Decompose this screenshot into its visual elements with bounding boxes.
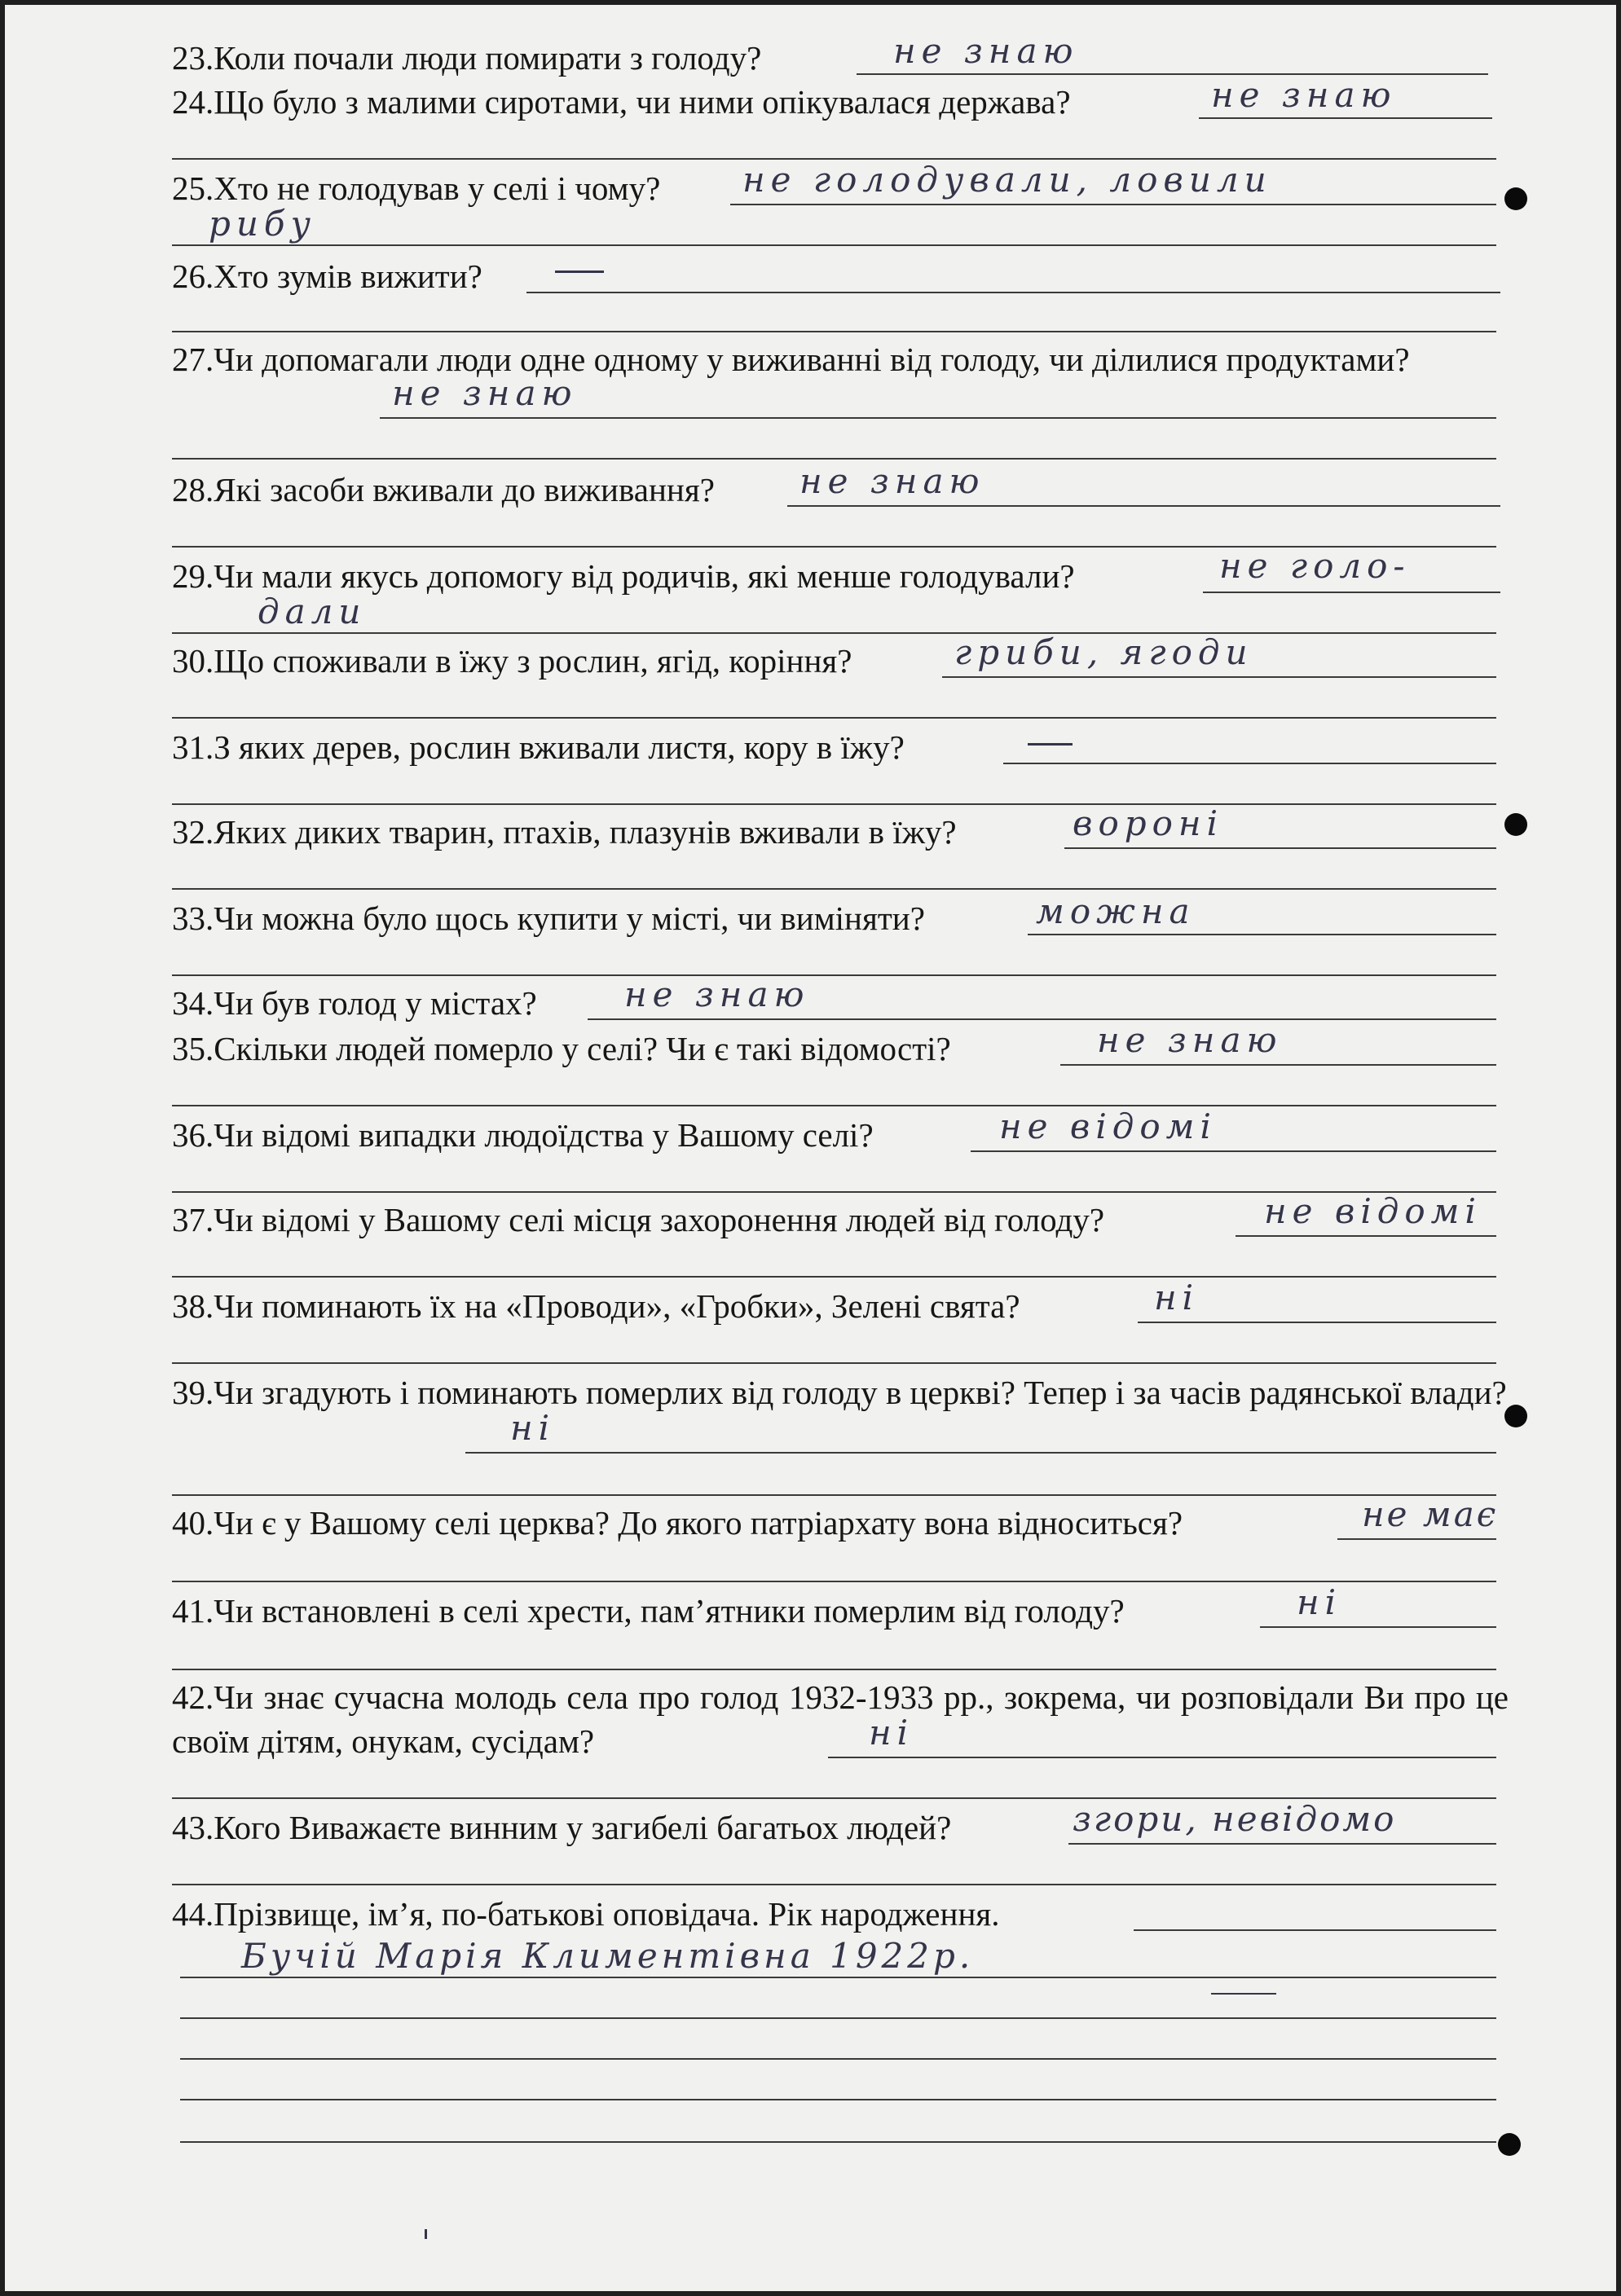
question-36: 36.Чи відомі випадки людоїдства у Вашому селі?	[172, 1116, 874, 1154]
answer-line-26	[526, 292, 1500, 293]
answer-line-29	[1203, 592, 1500, 593]
question-34: 34.Чи був голод у містах?	[172, 984, 537, 1022]
question-33: 33.Чи можна було щось купити у місті, чи виміняти?	[172, 899, 925, 937]
answer-line-31b	[172, 803, 1496, 805]
answer-line-32	[1064, 847, 1496, 849]
answer-28: не знаю	[799, 461, 985, 501]
question-26: 26.Хто зумів вижити?	[172, 257, 482, 295]
answer-line-27b	[172, 458, 1496, 460]
answer-38: ні	[1154, 1278, 1200, 1317]
answer-line-39	[465, 1452, 1496, 1454]
answer-line-41b	[172, 1669, 1496, 1670]
answer-line-34	[588, 1018, 1496, 1020]
answer-line-33b	[172, 974, 1496, 976]
answer-dash-26	[555, 271, 604, 273]
answer-line-37	[1236, 1235, 1496, 1237]
punch-hole-2	[1504, 813, 1527, 836]
answer-30: гриби, ягоди	[954, 632, 1253, 672]
question-42: 42.Чи знає сучасна молодь села про голод 1932-1933 рр., зокрема, чи розповідали Ви про це своїм дітям, онукам, сусідам?	[172, 1678, 1509, 1760]
answer-line-43b	[172, 1884, 1496, 1885]
answer-line-44	[1134, 1929, 1496, 1931]
answer-27: не знаю	[392, 373, 578, 413]
answer-29b: дали	[258, 592, 367, 631]
answer-line-41	[1260, 1626, 1496, 1628]
question-28: 28.Які засоби вживали до виживання?	[172, 471, 715, 508]
answer-line-24	[1199, 117, 1492, 119]
question-44: 44.Прізвище, ім’я, по-батькові оповідача. Рік народження.	[172, 1895, 1000, 1933]
answer-line-35	[1060, 1064, 1496, 1066]
answer-line-30	[942, 676, 1496, 678]
answer-line-33	[1028, 934, 1496, 935]
answer-24: не знаю	[1211, 75, 1397, 115]
answer-29a: не голо-	[1219, 546, 1411, 586]
answer-line-31	[1003, 763, 1496, 764]
question-32: 32.Яких диких тварин, птахів, плазунів вживали в їжу?	[172, 813, 957, 851]
questionnaire-page	[5, 5, 1616, 2291]
answer-line-44a	[180, 1977, 1496, 1978]
answer-line-25	[730, 204, 1496, 205]
answer-line-28	[787, 505, 1500, 507]
answer-39: ні	[510, 1408, 556, 1448]
answer-36: не відомі	[999, 1106, 1217, 1146]
question-29: 29.Чи мали якусь допомогу від родичів, які менше голодували?	[172, 557, 1075, 595]
answer-line-30b	[172, 717, 1496, 719]
answer-line-25b	[172, 244, 1496, 246]
question-30: 30.Що споживали в їжу з рослин, ягід, коріння?	[172, 642, 852, 680]
punch-hole-3	[1504, 1405, 1527, 1427]
answer-line-44e	[180, 2141, 1496, 2143]
answer-37: не відомі	[1264, 1191, 1482, 1231]
question-43: 43.Кого Виважаєте винним у загибелі багатьох людей?	[172, 1809, 952, 1846]
stray-mark	[425, 2229, 427, 2239]
answer-line-44b	[180, 2017, 1496, 2019]
answer-25b: рибу	[209, 204, 316, 244]
answer-25a: не голодували, ловили	[742, 160, 1272, 200]
punch-hole-1	[1504, 187, 1527, 210]
answer-line-40	[1337, 1538, 1496, 1540]
question-27: 27.Чи допомагали люди одне одному у виживанні від голоду, чи ділилися продуктами?	[172, 341, 1410, 378]
question-25: 25.Хто не голодував у селі і чому?	[172, 169, 661, 207]
pen-mark	[1211, 1993, 1276, 1995]
question-35: 35.Скільки людей померло у селі? Чи є такі відомості?	[172, 1030, 951, 1067]
answer-42: ні	[869, 1713, 914, 1753]
answer-44: Бучій Марія Климентівна 1922р.	[241, 1936, 975, 1976]
answer-line-44c	[180, 2058, 1496, 2060]
answer-41: ні	[1297, 1582, 1342, 1622]
answer-33: можна	[1036, 891, 1196, 931]
answer-line-35b	[172, 1105, 1496, 1106]
question-41: 41.Чи встановлені в селі хрести, пам’ятники померлим від голоду?	[172, 1592, 1125, 1630]
answer-35: не знаю	[1097, 1020, 1283, 1060]
question-38: 38.Чи поминають їх на «Проводи», «Гробки», Зелені свята?	[172, 1287, 1020, 1325]
question-23: 23.Коли почали люди помирати з голоду?	[172, 39, 762, 77]
answer-line-38	[1138, 1322, 1496, 1323]
question-31: 31.З яких дерев, рослин вживали листя, кору в їжу?	[172, 728, 905, 766]
answer-line-39b	[172, 1494, 1496, 1496]
answer-34: не знаю	[624, 974, 810, 1014]
answer-40: не має	[1362, 1494, 1499, 1534]
answer-line-42	[828, 1757, 1496, 1758]
question-39: 39.Чи згадують і поминають померлих від голоду в церкві? Тепер і за часів радянської влади?	[172, 1374, 1507, 1411]
answer-32: вороні	[1073, 803, 1224, 843]
answer-line-37b	[172, 1276, 1496, 1278]
answer-line-43	[1068, 1843, 1496, 1845]
answer-43: згори, невідомо	[1073, 1799, 1397, 1839]
answer-line-32b	[172, 888, 1496, 890]
question-24: 24.Що було з малими сиротами, чи ними опікувалася держава?	[172, 83, 1071, 121]
answer-line-27	[380, 417, 1496, 419]
answer-line-29b	[172, 632, 1496, 634]
punch-hole-4	[1498, 2133, 1521, 2156]
answer-23: не знаю	[893, 31, 1079, 71]
answer-line-44d	[180, 2099, 1496, 2100]
question-37: 37.Чи відомі у Вашому селі місця захоронення людей від голоду?	[172, 1201, 1105, 1238]
answer-line-38b	[172, 1362, 1496, 1364]
answer-dash-31	[1028, 743, 1073, 746]
answer-line-36	[971, 1150, 1496, 1152]
answer-line-26b	[172, 331, 1496, 332]
question-40: 40.Чи є у Вашому селі церква? До якого патріархату вона відноситься?	[172, 1504, 1183, 1542]
